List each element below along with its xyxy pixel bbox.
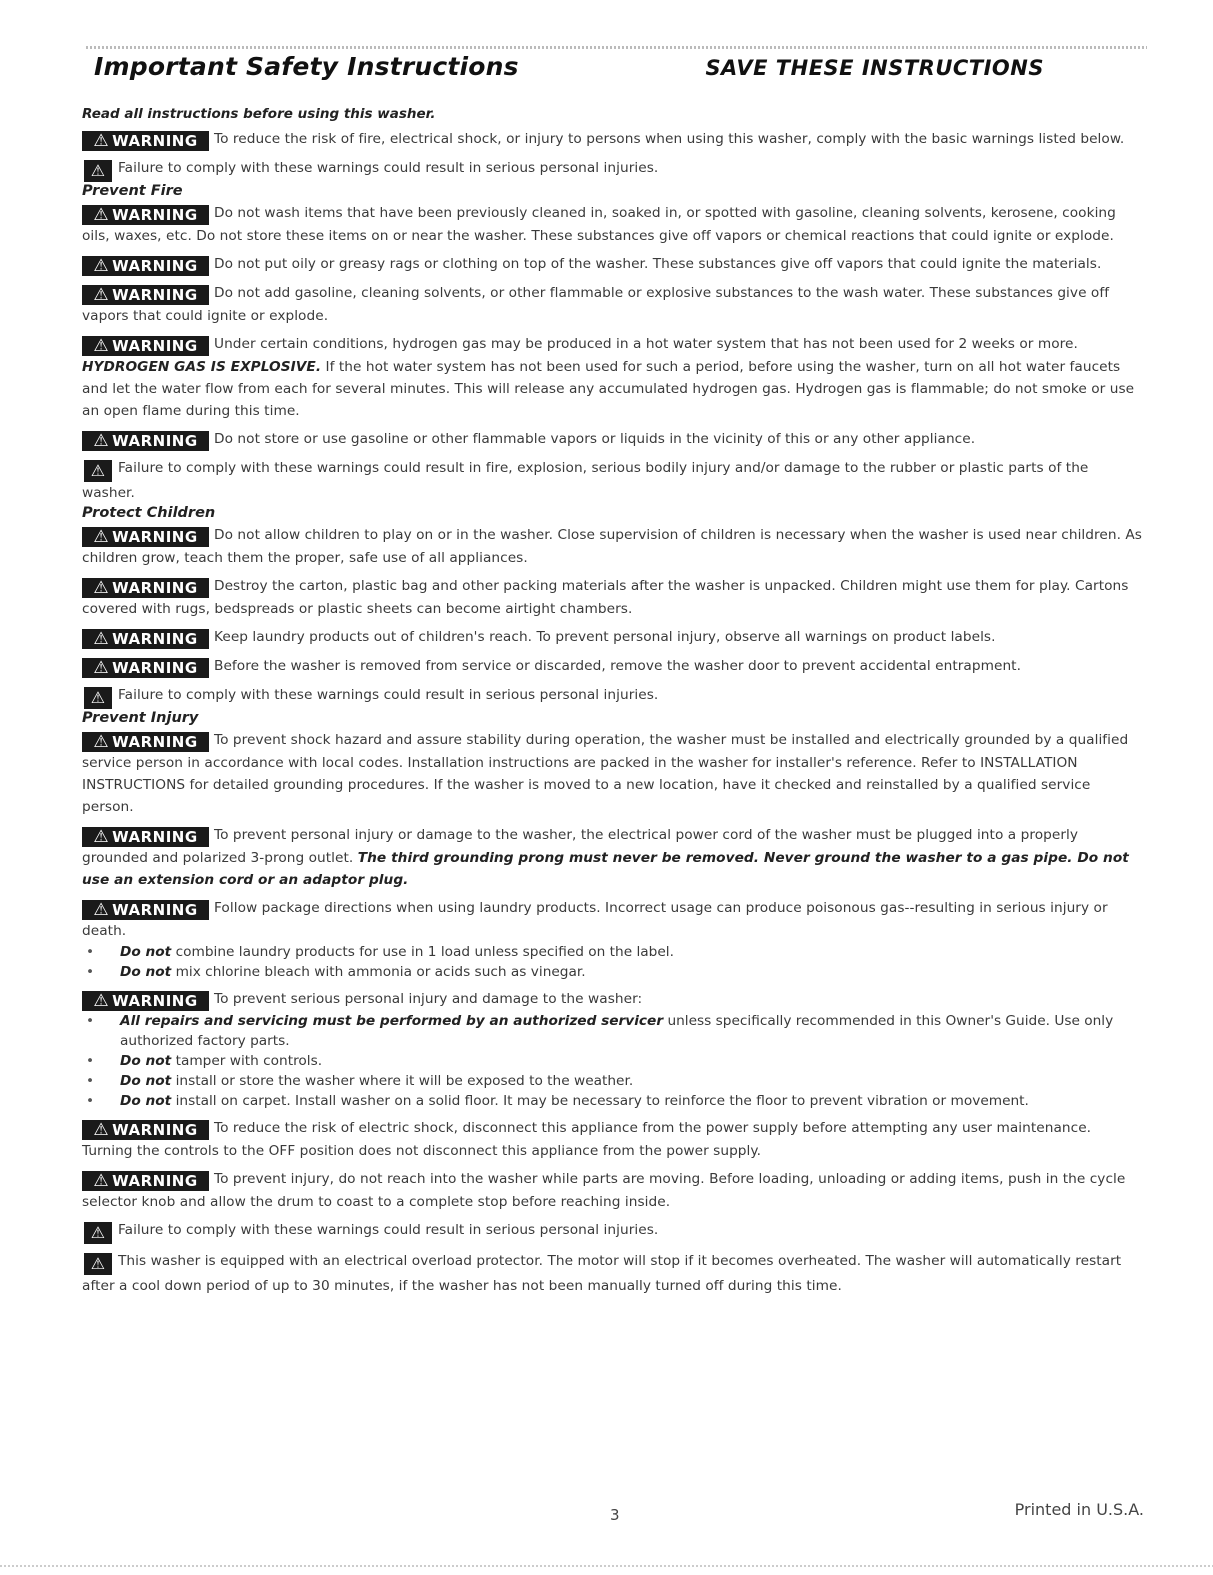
warning-2: ⚠ WARNING Do not wash items that have been previously cleaned in, soaked in, or spotted with gasoline, cleaning solvents, kerosene, cooking oils, waxes, etc. Do not store these items on or near the washer. These substances give off vapors or chemical reactions that could ignite or explode. xyxy=(82,205,1116,244)
caution-triangle-icon: ⚠ xyxy=(84,687,112,709)
warning-5: ⚠ WARNING Under certain conditions, hydrogen gas may be produced in a hot water system that has not been used for 2 weeks or more. HYDROGEN GAS IS EXPLOSIVE. If the hot water system has not been used for such a period, before using the washer, turn on all hot water faucets and let the water flow from each for several minutes. This will release any accumulated hydrogen gas. Hydrogen gas is flammable; do not smoke or use an open flame during this time. xyxy=(82,336,1135,419)
page-footer xyxy=(82,1500,1144,1524)
caution-2: ⚠ Failure to comply with these warnings could result in fire, explosion, serious bodily injury and/or damage to the rubber or plastic parts of the washer. xyxy=(82,460,1089,501)
page-number: 3 xyxy=(610,1506,620,1524)
warning-triangle-icon: ⚠ xyxy=(93,431,110,451)
warning-15: ⚠ WARNING To reduce the risk of electric shock, disconnect this appliance from the power supply before attempting any user maintenance. Turning the controls to the OFF position does not disconnect this appliance from the power supply. xyxy=(82,1120,1092,1159)
warning-4: ⚠ WARNING Do not add gasoline, cleaning solvents, or other flammable or explosive substances to the wash water. These substances give off vapors that could ignite or explode. xyxy=(82,285,1110,324)
warning-16: ⚠ WARNING To prevent injury, do not reach into the washer while parts are moving. Before loading, unloading or adding items, push in the cycle selector knob and allow the drum to coast to a complete stop before reaching inside. xyxy=(82,1171,1126,1210)
warning-13: ⚠ WARNING Follow package directions when using laundry products. Incorrect usage can produce poisonous gas--resulting in serious injury or death. xyxy=(82,900,1108,939)
service-rules-list xyxy=(82,1011,1144,1111)
safety-page xyxy=(82,52,1144,1303)
page-header xyxy=(82,52,1144,92)
warning-10: ⚠ WARNING Before the washer is removed from service or discarded, remove the washer door to prevent accidental entrapment. xyxy=(82,655,1144,678)
warning-12: ⚠ WARNING To prevent personal injury or damage to the washer, the electrical power cord of the washer must be plugged into a properly grounded and polarized 3-prong outlet. The third grounding prong must never be removed. Never ground the washer to a gas pipe. Do not use an extension cord or an adaptor plug. xyxy=(82,827,1129,888)
intro-line: Read all instructions before using this washer. xyxy=(82,106,436,122)
save-instructions-heading: SAVE THESE INSTRUCTIONS xyxy=(705,56,1044,80)
list-item: • Do not tamper with controls. xyxy=(82,1051,1144,1071)
warning-badge: ⚠ WARNING xyxy=(82,658,209,678)
warning-badge: ⚠ WARNING xyxy=(82,431,209,451)
caution-triangle-icon: ⚠ xyxy=(84,160,112,182)
warning-3: ⚠ WARNING Do not put oily or greasy rags or clothing on top of the washer. These substances give off vapors that could ignite the materials. xyxy=(82,253,1144,276)
warning-triangle-icon: ⚠ xyxy=(93,827,110,847)
hydrogen-emphasis: HYDROGEN GAS IS EXPLOSIVE. xyxy=(82,359,322,375)
warning-triangle-icon: ⚠ xyxy=(93,205,110,225)
caution-triangle-icon: ⚠ xyxy=(84,460,112,482)
warning-8: ⚠ WARNING Destroy the carton, plastic bag and other packing materials after the washer is unpacked. Children might use them for play. Cartons covered with rugs, bedspreads or plastic sheets can become airtight chambers. xyxy=(82,578,1129,617)
warning-triangle-icon: ⚠ xyxy=(93,256,110,276)
warning-6: ⚠ WARNING Do not store or use gasoline or other flammable vapors or liquids in the vicinity of this or any other appliance. xyxy=(82,428,1144,451)
warning-triangle-icon: ⚠ xyxy=(93,658,110,678)
list-item: • All repairs and servicing must be performed by an authorized servicer unless specifically recommended in this Owner's Guide. Use only authorized factory parts. xyxy=(82,1011,1144,1051)
caution-5: ⚠ This washer is equipped with an electrical overload protector. The motor will stop if it becomes overheated. The washer will automatically restart after a cool down period of up to 30 minutes, if the washer has not been manually turned off during this time. xyxy=(82,1253,1122,1294)
warning-triangle-icon: ⚠ xyxy=(93,527,110,547)
warning-triangle-icon: ⚠ xyxy=(93,336,110,356)
caution-1: ⚠ Failure to comply with these warnings could result in serious personal injuries. xyxy=(82,157,1144,182)
caution-4: ⚠ Failure to comply with these warnings could result in serious personal injuries. xyxy=(82,1219,1144,1244)
caution-triangle-icon: ⚠ xyxy=(84,1222,112,1244)
caution-3: ⚠ Failure to comply with these warnings could result in serious personal injuries. xyxy=(82,684,1144,709)
warning-badge: ⚠ WARNING xyxy=(82,1171,209,1191)
warning-badge: ⚠ WARNING xyxy=(82,578,209,598)
warning-badge: ⚠ WARNING xyxy=(82,256,209,276)
warning-triangle-icon: ⚠ xyxy=(93,131,110,151)
printed-in-label: Printed in U.S.A. xyxy=(1014,1500,1144,1519)
warning-9: ⚠ WARNING Keep laundry products out of children's reach. To prevent personal injury, observe all warnings on product labels. xyxy=(82,626,1144,649)
section-prevent-injury: Prevent Injury xyxy=(82,710,199,726)
warning-triangle-icon: ⚠ xyxy=(93,578,110,598)
warning-7: ⚠ WARNING Do not allow children to play on or in the washer. Close supervision of children is necessary when the washer is used near children. As children grow, teach them the proper, safe use of all appliances. xyxy=(82,527,1142,566)
warning-triangle-icon: ⚠ xyxy=(93,732,110,752)
warning-1: ⚠ WARNING To reduce the risk of fire, electrical shock, or injury to persons when using this washer, comply with the basic warnings listed below. xyxy=(82,128,1144,151)
page-title: Important Safety Instructions xyxy=(94,52,519,81)
warning-14: ⚠ WARNING To prevent serious personal injury and damage to the washer: xyxy=(82,988,1144,1011)
warning-11: ⚠ WARNING To prevent shock hazard and assure stability during operation, the washer must be installed and electrically grounded by a qualified service person in accordance with local codes. Installation instructions are packed in the washer for installer's reference. Refer to INSTALLATION INSTRUCTIONS for detailed grounding procedures. If the washer is moved to a new location, have it checked and reinstalled by a qualified service person. xyxy=(82,732,1129,815)
warning-triangle-icon: ⚠ xyxy=(93,629,110,649)
list-item: • Do not install on carpet. Install washer on a solid floor. It may be necessary to reinforce the floor to prevent vibration or movement. xyxy=(82,1091,1144,1111)
top-dotted-rule xyxy=(86,46,1147,49)
warning-badge: ⚠ WARNING xyxy=(82,629,209,649)
list-item: • Do not install or store the washer where it will be exposed to the weather. xyxy=(82,1071,1144,1091)
grounding-emphasis: The third grounding prong must never be removed. Never ground the washer to a gas pipe. Do not use an extension cord or an adaptor plug. xyxy=(82,850,1129,888)
warning-badge: ⚠ WARNING xyxy=(82,527,209,547)
warning-triangle-icon: ⚠ xyxy=(93,900,110,920)
warning-triangle-icon: ⚠ xyxy=(93,991,110,1011)
warning-badge: ⚠ WARNING xyxy=(82,205,209,225)
warning-triangle-icon: ⚠ xyxy=(93,1171,110,1191)
warning-badge: ⚠ WARNING xyxy=(82,1120,209,1140)
warning-badge: ⚠ WARNING xyxy=(82,732,209,752)
warning-badge: ⚠ WARNING xyxy=(82,900,209,920)
warning-triangle-icon: ⚠ xyxy=(93,285,110,305)
list-item: • Do not mix chlorine bleach with ammonia or acids such as vinegar. xyxy=(82,962,1144,982)
list-item: • Do not combine laundry products for use in 1 load unless specified on the label. xyxy=(82,942,1144,962)
warning-badge: ⚠ WARNING xyxy=(82,131,209,151)
section-protect-children: Protect Children xyxy=(82,505,216,521)
warning-badge: ⚠ WARNING xyxy=(82,827,209,847)
warning-badge: ⚠ WARNING xyxy=(82,991,209,1011)
laundry-products-list xyxy=(82,942,1144,982)
warning-triangle-icon: ⚠ xyxy=(93,1120,110,1140)
caution-triangle-icon: ⚠ xyxy=(84,1253,112,1275)
bottom-dotted-rule xyxy=(0,1565,1213,1567)
warning-badge: ⚠ WARNING xyxy=(82,285,209,305)
warning-badge: ⚠ WARNING xyxy=(82,336,209,356)
section-prevent-fire: Prevent Fire xyxy=(82,183,183,199)
